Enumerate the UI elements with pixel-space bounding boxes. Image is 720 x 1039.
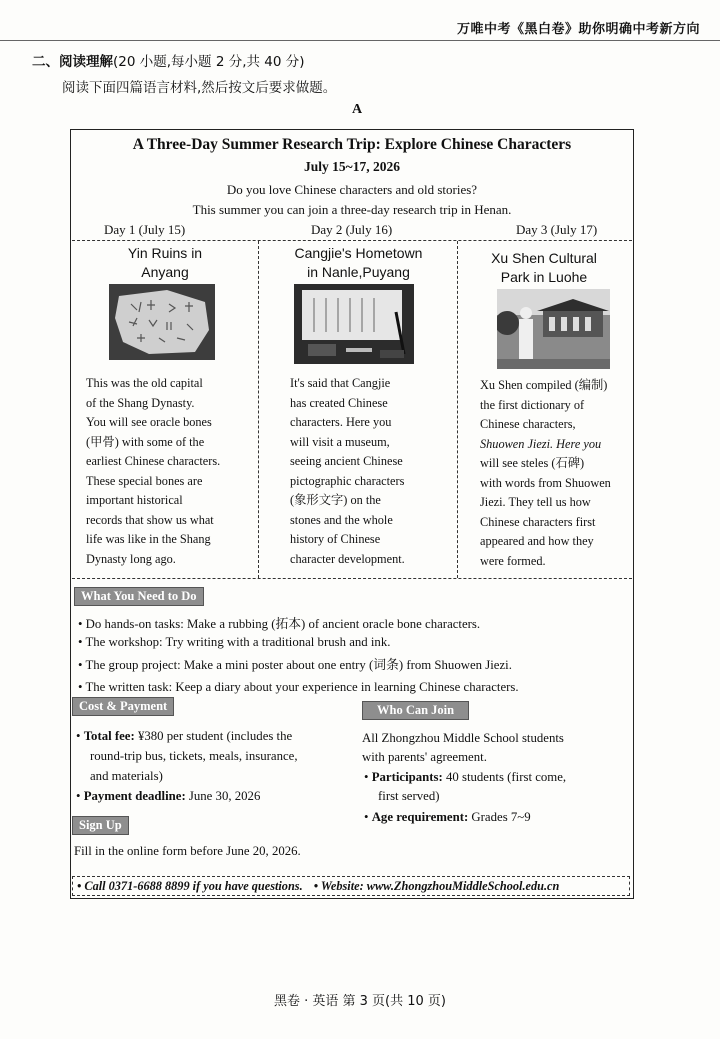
day-3-line: Chinese characters,	[480, 417, 576, 431]
need-item: • Do hands-on tasks: Make a rubbing (拓本) of ancient oracle bone characters.	[78, 617, 481, 631]
day-1-line: This was the old capital	[86, 376, 203, 390]
age-requirement: • Age requirement: Grades 7~9	[364, 810, 531, 824]
day-2-line: history of Chinese	[290, 532, 381, 546]
day-1-line: important historical	[86, 493, 183, 507]
day-3-line: will see steles (石碑)	[480, 456, 585, 470]
day-1-line: These special bones are	[86, 473, 203, 488]
total-fee-value: ¥380 per student (includes the	[134, 729, 293, 743]
day-1-line: of the Shang Dynasty.	[86, 395, 195, 410]
section-title-main: 二、阅读理解	[32, 54, 113, 70]
day-1-line: earliest Chinese characters.	[86, 454, 221, 468]
day-3-line: with words from Shuowen	[480, 475, 611, 490]
days-bottom-rule	[72, 578, 632, 579]
statue-temple-image	[497, 289, 610, 369]
day-3-line: were formed.	[480, 553, 546, 568]
day-2-line: It's said that Cangjie	[290, 376, 391, 390]
payment-deadline: • Payment deadline: June 30, 2026	[76, 789, 261, 803]
day-2-line: has created Chinese	[290, 395, 388, 410]
day-1-title-line-2: Anyang	[141, 264, 189, 280]
day-2-line: stones and the whole	[290, 512, 393, 527]
join-tag: Who Can Join	[362, 701, 469, 720]
participants-label: Participants:	[371, 770, 443, 784]
join-line-1: All Zhongzhou Middle School students	[362, 731, 564, 745]
day-divider-2	[457, 241, 458, 578]
day-3-line: the first dictionary of	[480, 397, 585, 412]
day-1-line: life was like in the Shang	[86, 532, 211, 546]
age-requirement-label: Age requirement:	[371, 810, 469, 824]
passage-letter: A	[352, 102, 363, 117]
day-3-line: Shuowen Jiezi. Here you	[480, 436, 602, 451]
cost-tag: Cost & Payment	[72, 697, 174, 716]
section-instruction: 阅读下面四篇语言材料,然后按文后要求做题。	[62, 80, 337, 96]
signup-tag: Sign Up	[72, 816, 129, 835]
age-requirement-value: Grades 7~9	[468, 810, 531, 824]
payment-deadline-label: Payment deadline:	[83, 789, 186, 803]
poster-intro-2: This summer you can join a three-day research trip in Henan.	[192, 202, 512, 217]
need-item: • The group project: Make a mini poster about one entry (词条) from Shuowen Jiezi.	[78, 658, 512, 672]
oracle-bone-image	[109, 284, 215, 360]
participants: • Participants: 40 students (first come,	[364, 770, 567, 784]
section-title	[32, 50, 305, 70]
day-2-line: character development.	[290, 551, 405, 566]
day-1-line: You will see oracle bones	[86, 415, 212, 429]
header-rule	[0, 40, 720, 41]
day-3-description	[480, 376, 630, 571]
day-2-label: Day 2 (July 16)	[311, 222, 393, 237]
calligraphy-museum-image	[294, 284, 414, 364]
day-2-line: characters. Here you	[290, 415, 392, 429]
day-divider-1	[258, 241, 259, 578]
poster-dates: July 15~17, 2026	[304, 159, 400, 174]
day-2-description	[290, 374, 450, 569]
day-2-line: (象形文字) on the	[290, 493, 381, 507]
fee-detail-2: and materials)	[90, 769, 163, 783]
need-item: • The workshop: Try writing with a traditional brush and ink.	[78, 635, 391, 649]
day-3-line: Xu Shen compiled (编制)	[480, 378, 608, 392]
day-3-line: Chinese characters first	[480, 514, 596, 529]
day-1-line: records that show us what	[86, 512, 214, 527]
poster-title: A Three-Day Summer Research Trip: Explore Chinese Characters	[132, 136, 572, 153]
participants-value: 40 students (first come,	[442, 770, 567, 784]
day-1-title-line-1: Yin Ruins in	[127, 245, 203, 261]
day-3-line: Jiezi. They tell us how	[480, 495, 591, 509]
participants-note: first served)	[378, 789, 440, 803]
day-1-line: (甲骨) with some of the	[86, 434, 205, 449]
contact-call: • Call 0371-6688 8899 if you have questions.	[77, 879, 303, 893]
day-1-title	[80, 244, 250, 282]
day-3-line: appeared and how they	[480, 534, 594, 548]
contact-website[interactable]: • Website: www.ZhongzhouMiddleSchool.edu.cn	[313, 879, 560, 893]
join-line-2: with parents' agreement.	[362, 750, 487, 764]
day-2-title	[266, 244, 451, 282]
fee-detail-1: round-trip bus, tickets, meals, insurance,	[90, 749, 298, 763]
day-1-line: Dynasty long ago.	[86, 551, 176, 566]
day-3-title-line-2: Park in Luohe	[500, 269, 588, 285]
section-note: (20 小题,每小题 2 分,共 40 分)	[113, 54, 305, 70]
day-2-line: will visit a museum,	[290, 434, 390, 449]
total-fee: • Total fee: ¥380 per student (includes the	[76, 729, 293, 743]
total-fee-label: Total fee:	[83, 729, 135, 743]
poster-intro-1: Do you love Chinese characters and old stories?	[226, 182, 478, 197]
page-footer: 黑卷 · 英语 第 3 页(共 10 页)	[273, 994, 446, 1009]
day-2-title-line-2: in Nanle,Puyang	[307, 264, 410, 280]
day-3-label: Day 3 (July 17)	[516, 222, 598, 237]
days-top-rule	[72, 240, 632, 241]
day-2-line: pictographic characters	[290, 473, 405, 488]
day-1-label: Day 1 (July 15)	[104, 222, 186, 237]
header-slogan: 万唯中考《黑白卷》助你明确中考新方向	[456, 22, 700, 37]
signup-text: Fill in the online form before June 20, 2026.	[74, 844, 301, 858]
need-tag: What You Need to Do	[74, 587, 204, 606]
day-3-title-line-1: Xu Shen Cultural	[491, 250, 597, 266]
contact-bar	[72, 876, 630, 896]
day-2-line: seeing ancient Chinese	[290, 454, 403, 468]
payment-deadline-value: June 30, 2026	[185, 789, 261, 803]
day-2-title-line-1: Cangjie's Hometown	[294, 245, 423, 261]
day-3-title	[464, 249, 624, 287]
day-1-description	[86, 374, 256, 569]
need-item: • The written task: Keep a diary about your experience in learning Chinese characters.	[78, 680, 519, 694]
